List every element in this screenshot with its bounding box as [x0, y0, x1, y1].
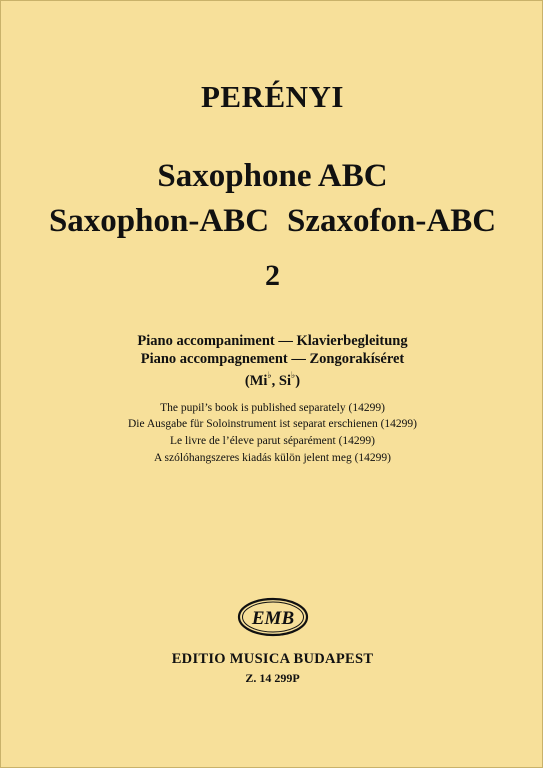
emb-logo-text: EMB [251, 608, 295, 629]
composer-name: PERÉNYI [200, 79, 344, 114]
flat-sign-1: ♭ [267, 370, 272, 381]
catalog-number: Z. 14 299P [245, 671, 300, 685]
title-english: Saxophone ABC [157, 158, 388, 194]
subtitle-line-1: Piano accompaniment — Klavierbegleitung [137, 333, 408, 349]
emb-logo [237, 597, 309, 637]
title-hungarian: Szaxofon-ABC [287, 203, 497, 239]
instrument-separator: , Si [271, 373, 292, 389]
volume-number: 2 [265, 259, 280, 292]
note-french: Le livre de l’éleve parut séparément (14299) [170, 435, 375, 447]
instrument-close: ) [295, 373, 301, 389]
title-german: Saxophon-ABC [48, 203, 270, 239]
flat-sign-2: ♭ [291, 370, 296, 381]
instrument-keys [1, 370, 543, 390]
note-english: The pupil’s book is published separately (14299) [160, 402, 385, 414]
subtitle-line-2: Piano accompagnement — Zongorakíséret [140, 351, 405, 367]
publisher-name: EDITIO MUSICA BUDAPEST [171, 651, 374, 667]
title-row [1, 203, 543, 240]
instrument-open: (Mi [244, 373, 268, 389]
emb-logo-graphic [237, 597, 309, 637]
note-german: Die Ausgabe für Soloinstrument ist separat erschienen (14299) [127, 418, 418, 430]
note-hungarian: A szólóhangszeres kiadás külön jelent meg (14299) [154, 452, 391, 464]
